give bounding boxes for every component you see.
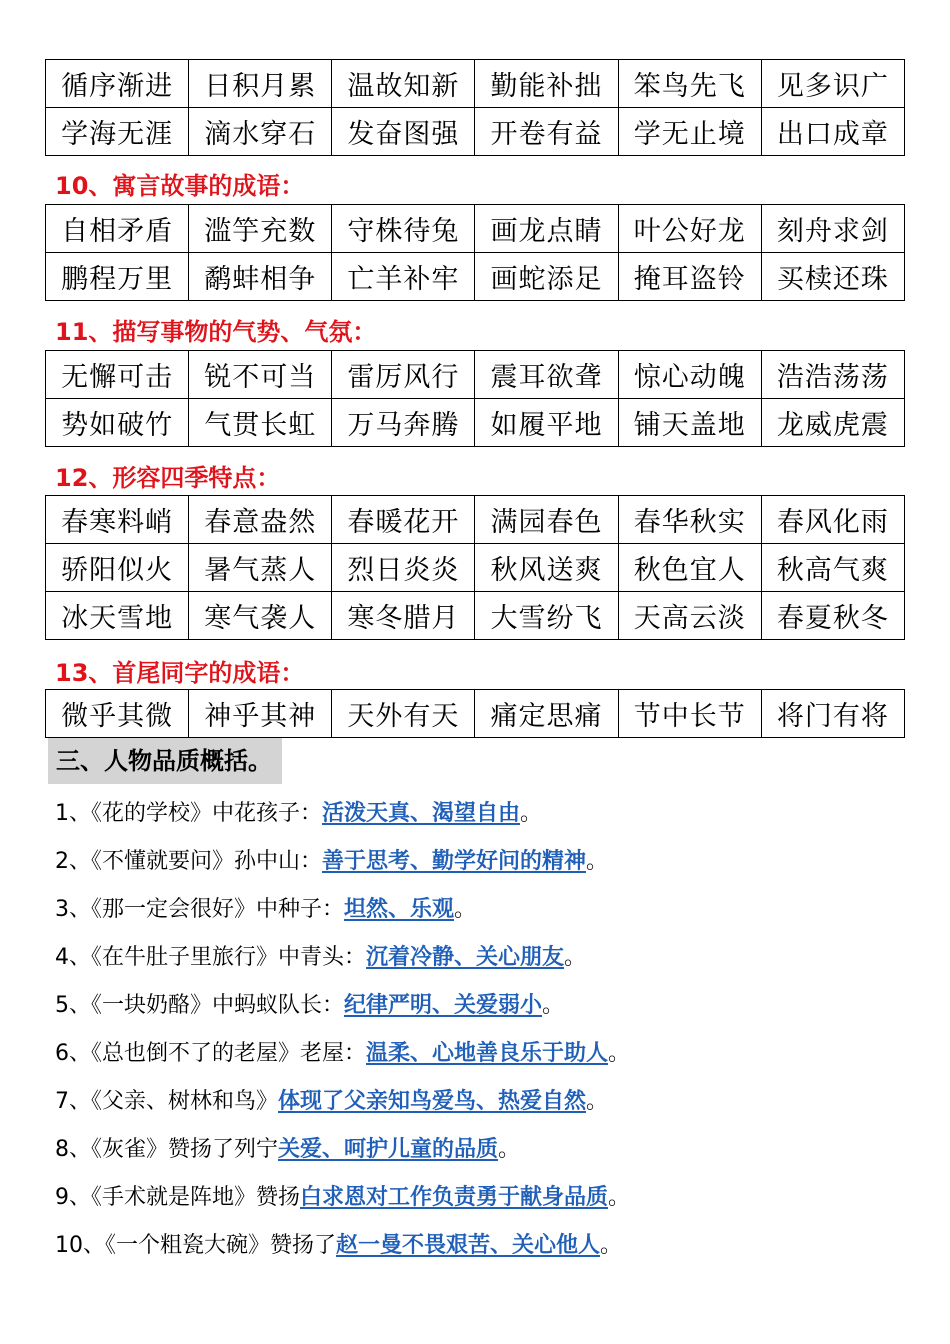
item-suffix: 。 [542, 993, 565, 1018]
idiom-cell: 开卷有益 [475, 108, 618, 156]
item-prefix: 10、《一个粗瓷大碗》赞扬了 [55, 1233, 336, 1258]
item-prefix: 6、《总也倒不了的老屋》老屋： [55, 1041, 366, 1066]
idiom-cell: 寒气袭人 [189, 592, 332, 640]
list-item [55, 990, 564, 1022]
item-prefix: 3、《那一定会很好》中种子： [55, 897, 344, 922]
table-row [46, 399, 905, 447]
idiom-cell: 暑气蒸人 [189, 544, 332, 592]
idiom-table-seasons [45, 495, 905, 640]
list-item [55, 1230, 622, 1262]
idiom-cell: 守株待兔 [332, 205, 475, 253]
idiom-cell: 雷厉风行 [332, 351, 475, 399]
table-row [46, 108, 905, 156]
idiom-cell: 温故知新 [332, 60, 475, 108]
item-answer: 体现了父亲知鸟爱鸟、热爱自然 [278, 1089, 587, 1114]
table-row [46, 205, 905, 253]
idiom-cell: 自相矛盾 [46, 205, 189, 253]
idiom-cell: 痛定思痛 [475, 690, 618, 738]
idiom-cell: 春意盎然 [189, 496, 332, 544]
idiom-cell: 锐不可当 [189, 351, 332, 399]
idiom-cell: 掩耳盗铃 [618, 253, 761, 301]
idiom-cell: 买椟还珠 [761, 253, 904, 301]
idiom-cell: 冰天雪地 [46, 592, 189, 640]
table-row [46, 592, 905, 640]
item-prefix: 2、《不懂就要问》孙中山： [55, 849, 322, 874]
list-item [55, 846, 608, 878]
item-prefix: 7、《父亲、树林和鸟》 [55, 1089, 278, 1114]
idiom-cell: 天高云淡 [618, 592, 761, 640]
list-item [55, 1134, 520, 1166]
idiom-cell: 寒冬腊月 [332, 592, 475, 640]
idiom-cell: 日积月累 [189, 60, 332, 108]
item-answer: 温柔、心地善良乐于助人 [366, 1041, 609, 1066]
idiom-cell: 大雪纷飞 [475, 592, 618, 640]
item-suffix: 。 [600, 1233, 623, 1258]
section-heading-seasons: 12、形容四季特点： [55, 464, 281, 492]
idiom-cell: 烈日炎炎 [332, 544, 475, 592]
table-row [46, 496, 905, 544]
section-title-character-qualities: 三、人物品质概括。 [48, 738, 282, 784]
item-prefix: 1、《花的学校》中花孩子： [55, 801, 322, 826]
idiom-table-same-char [45, 689, 905, 738]
table-row [46, 351, 905, 399]
idiom-cell: 春夏秋冬 [761, 592, 904, 640]
item-suffix: 。 [520, 801, 543, 826]
idiom-cell: 画龙点睛 [475, 205, 618, 253]
idiom-cell: 震耳欲聋 [475, 351, 618, 399]
idiom-cell: 如履平地 [475, 399, 618, 447]
item-answer: 纪律严明、关爱弱小 [344, 993, 543, 1018]
table-row [46, 60, 905, 108]
idiom-cell: 亡羊补牢 [332, 253, 475, 301]
idiom-cell: 惊心动魄 [618, 351, 761, 399]
item-answer: 活泼天真、渴望自由 [322, 801, 521, 826]
idiom-cell: 滥竽充数 [189, 205, 332, 253]
idiom-cell: 出口成章 [761, 108, 904, 156]
item-suffix: 。 [608, 1185, 631, 1210]
idiom-table-fable [45, 204, 905, 301]
idiom-cell: 鹏程万里 [46, 253, 189, 301]
section-heading-momentum: 11、描写事物的气势、气氛： [55, 318, 377, 346]
item-prefix: 8、《灰雀》赞扬了列宁 [55, 1137, 278, 1162]
idiom-cell: 无懈可击 [46, 351, 189, 399]
section-heading-same-char: 13、首尾同字的成语： [55, 659, 305, 687]
idiom-cell: 秋风送爽 [475, 544, 618, 592]
idiom-cell: 天外有天 [332, 690, 475, 738]
idiom-cell: 满园春色 [475, 496, 618, 544]
table-row [46, 690, 905, 738]
idiom-cell: 春风化雨 [761, 496, 904, 544]
item-suffix: 。 [564, 945, 587, 970]
idiom-cell: 神乎其神 [189, 690, 332, 738]
idiom-cell: 秋色宜人 [618, 544, 761, 592]
list-item [55, 942, 586, 974]
idiom-cell: 骄阳似火 [46, 544, 189, 592]
idiom-cell: 浩浩荡荡 [761, 351, 904, 399]
idiom-table-learning [45, 59, 905, 156]
idiom-cell: 发奋图强 [332, 108, 475, 156]
list-item [55, 1038, 630, 1070]
item-prefix: 5、《一块奶酪》中蚂蚁队长： [55, 993, 344, 1018]
idiom-cell: 画蛇添足 [475, 253, 618, 301]
idiom-cell: 学无止境 [618, 108, 761, 156]
idiom-cell: 势如破竹 [46, 399, 189, 447]
idiom-cell: 见多识广 [761, 60, 904, 108]
table-row [46, 253, 905, 301]
item-prefix: 9、《手术就是阵地》赞扬 [55, 1185, 300, 1210]
item-answer: 坦然、乐观 [344, 897, 455, 922]
idiom-cell: 叶公好龙 [618, 205, 761, 253]
list-item [55, 1086, 608, 1118]
idiom-cell: 刻舟求剑 [761, 205, 904, 253]
idiom-cell: 铺天盖地 [618, 399, 761, 447]
idiom-cell: 春寒料峭 [46, 496, 189, 544]
idiom-cell: 春华秋实 [618, 496, 761, 544]
section-heading-fable-idioms: 10、寓言故事的成语： [55, 172, 305, 200]
idiom-cell: 笨鸟先飞 [618, 60, 761, 108]
idiom-cell: 节中长节 [618, 690, 761, 738]
item-suffix: 。 [608, 1041, 631, 1066]
item-suffix: 。 [586, 849, 609, 874]
idiom-cell: 万马奔腾 [332, 399, 475, 447]
table-row [46, 544, 905, 592]
list-item [55, 894, 476, 926]
idiom-cell: 气贯长虹 [189, 399, 332, 447]
list-item [55, 798, 542, 830]
idiom-cell: 滴水穿石 [189, 108, 332, 156]
item-suffix: 。 [586, 1089, 609, 1114]
idiom-cell: 鹬蚌相争 [189, 253, 332, 301]
idiom-cell: 勤能补拙 [475, 60, 618, 108]
idiom-cell: 学海无涯 [46, 108, 189, 156]
idiom-table-momentum [45, 350, 905, 447]
item-answer: 善于思考、勤学好问的精神 [322, 849, 587, 874]
item-answer: 白求恩对工作负责勇于献身品质 [300, 1185, 609, 1210]
item-answer: 赵一曼不畏艰苦、关心他人 [336, 1233, 601, 1258]
idiom-cell: 循序渐进 [46, 60, 189, 108]
item-prefix: 4、《在牛肚子里旅行》中青头： [55, 945, 366, 970]
item-suffix: 。 [498, 1137, 521, 1162]
idiom-cell: 龙威虎震 [761, 399, 904, 447]
item-suffix: 。 [454, 897, 477, 922]
idiom-cell: 微乎其微 [46, 690, 189, 738]
idiom-cell: 秋高气爽 [761, 544, 904, 592]
list-item [55, 1182, 630, 1214]
item-answer: 沉着冷静、关心朋友 [366, 945, 565, 970]
idiom-cell: 将门有将 [761, 690, 904, 738]
item-answer: 关爱、呵护儿童的品质 [278, 1137, 499, 1162]
idiom-cell: 春暖花开 [332, 496, 475, 544]
